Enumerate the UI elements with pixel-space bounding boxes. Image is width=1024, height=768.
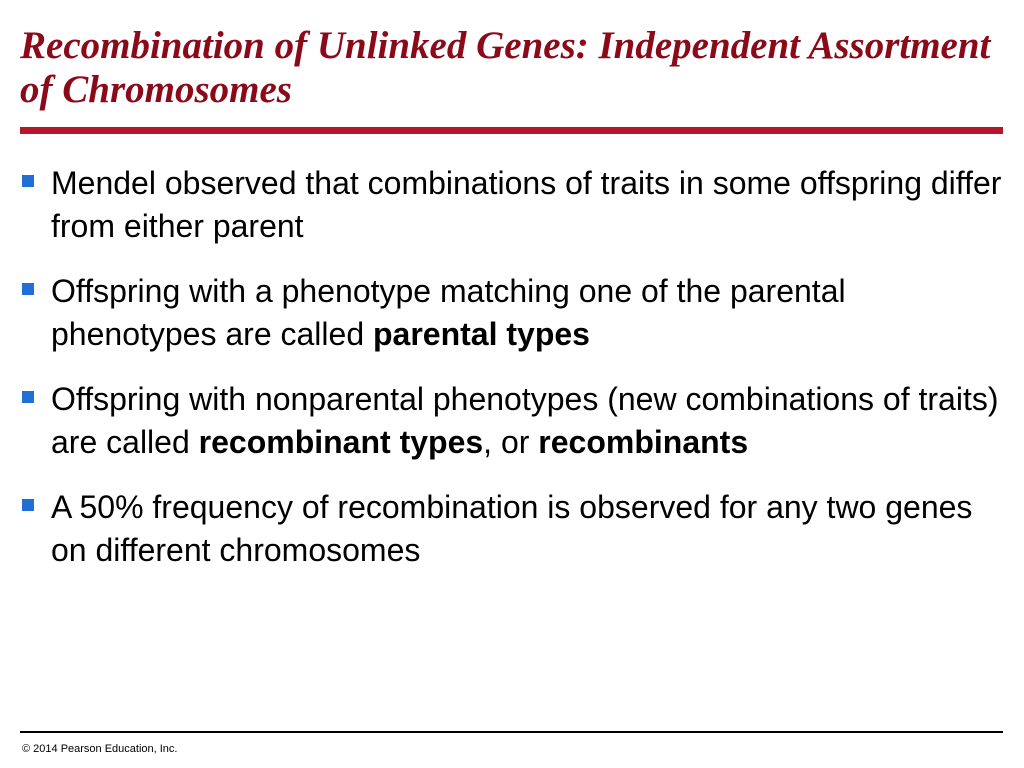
square-bullet-icon: [22, 175, 34, 187]
title-divider: [20, 127, 1003, 134]
bullet-text-part: Offspring with nonparental phenotypes (new combinations of traits) are called: [51, 381, 999, 460]
bold-term: recombinant types: [198, 424, 484, 460]
slide-title: Recombination of Unlinked Genes: Independent Assortment of Chromosomes: [20, 24, 991, 111]
square-bullet-icon: [22, 499, 34, 511]
bullet-item: [22, 162, 1002, 248]
bullet-item: [22, 378, 1002, 464]
bullet-text-part: Offspring with a phenotype matching one of the parental phenotypes are called: [51, 273, 846, 352]
bullet-text-part: A 50% frequency of recombination is observed for any two genes on different chromosomes: [51, 489, 973, 568]
square-bullet-icon: [22, 283, 34, 295]
bold-term: parental types: [373, 316, 590, 352]
bullet-item: [22, 270, 1002, 356]
bullet-item: [22, 486, 1002, 572]
copyright-notice: © 2014 Pearson Education, Inc.: [22, 743, 178, 755]
bullet-text-part: Mendel observed that combinations of traits in some offspring differ from either parent: [51, 165, 1002, 244]
footer-divider: [20, 731, 1003, 733]
bullet-list: [22, 162, 1002, 572]
bullet-text-part: , or: [483, 424, 539, 460]
bold-term: recombinants: [538, 424, 749, 460]
square-bullet-icon: [22, 391, 34, 403]
